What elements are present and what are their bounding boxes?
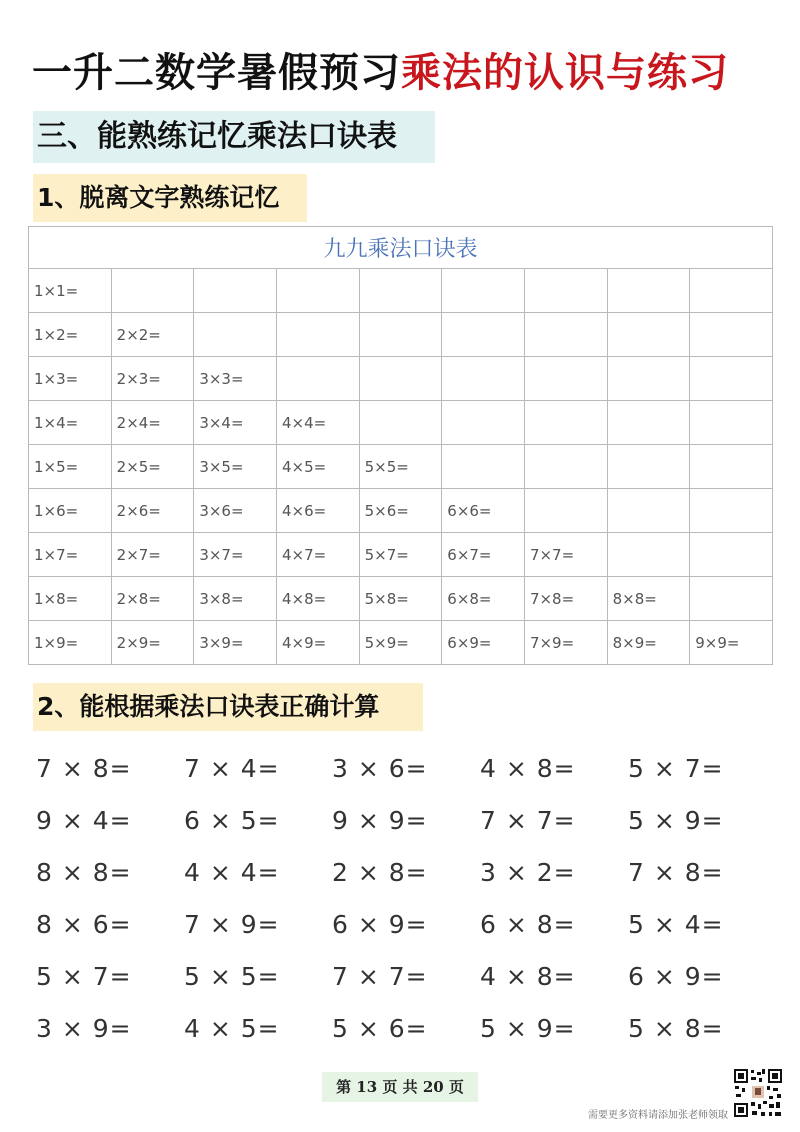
table-cell [690,577,773,621]
table-cell: 2×9= [111,621,194,665]
title-highlight: 乘法的认识与练习 [401,49,729,96]
exercise-item: 8 × 6= [36,909,132,939]
table-cell [359,269,442,313]
table-cell: 1×7= [29,533,112,577]
table-cell: 5×5= [359,445,442,489]
table-row [29,313,773,357]
exercise-item: 5 × 8= [628,1013,724,1043]
section-heading: 三、能熟练记忆乘法口诀表 [33,111,435,163]
table-cell [524,357,607,401]
table-cell: 2×7= [111,533,194,577]
table-cell: 5×7= [359,533,442,577]
table-cell [442,269,525,313]
exercise-item: 3 × 6= [332,753,428,783]
exercise-item: 6 × 5= [184,805,280,835]
table-cell [690,445,773,489]
table-cell [607,269,690,313]
table-cell [111,269,194,313]
exercise-grid [36,742,776,1054]
table-cell [524,401,607,445]
exercise-item: 5 × 9= [628,805,724,835]
exercise-item: 5 × 7= [628,753,724,783]
table-cell: 2×2= [111,313,194,357]
table-cell: 7×7= [524,533,607,577]
exercise-item: 5 × 6= [332,1013,428,1043]
table-cell [607,445,690,489]
table-cell [276,357,359,401]
table-row [29,357,773,401]
table-cell: 6×6= [442,489,525,533]
table-cell: 1×3= [29,357,112,401]
exercise-item: 5 × 5= [184,961,280,991]
exercise-item: 7 × 8= [628,857,724,887]
table-cell: 3×9= [194,621,277,665]
table-cell: 3×3= [194,357,277,401]
table-cell: 1×9= [29,621,112,665]
table-cell [524,313,607,357]
table-cell [690,489,773,533]
table-cell [690,401,773,445]
table-cell: 8×8= [607,577,690,621]
exercise-row [36,898,776,950]
table-cell [359,401,442,445]
table-cell [442,357,525,401]
page-number: 第 13 页 共 20 页 [322,1072,478,1102]
table-cell: 3×7= [194,533,277,577]
table-cell: 4×8= [276,577,359,621]
table-row [29,445,773,489]
table-cell [442,313,525,357]
exercise-item: 7 × 4= [184,753,280,783]
exercise-row [36,742,776,794]
table-cell: 7×8= [524,577,607,621]
table-cell: 7×9= [524,621,607,665]
table-cell [276,269,359,313]
table-cell: 2×4= [111,401,194,445]
exercise-item: 6 × 8= [480,909,576,939]
table-row [29,269,773,313]
table-cell [607,533,690,577]
exercise-row [36,1002,776,1054]
exercise-item: 7 × 8= [36,753,132,783]
table-cell: 5×6= [359,489,442,533]
table-cell: 1×6= [29,489,112,533]
exercise-item: 5 × 4= [628,909,724,939]
exercise-item: 4 × 5= [184,1013,280,1043]
table-cell [194,313,277,357]
table-cell: 1×5= [29,445,112,489]
exercise-item: 9 × 4= [36,805,132,835]
table-cell: 4×6= [276,489,359,533]
page-title [32,42,772,104]
exercise-item: 5 × 7= [36,961,132,991]
exercise-item: 5 × 9= [480,1013,576,1043]
exercise-item: 9 × 9= [332,805,428,835]
exercise-row [36,846,776,898]
exercise-item: 4 × 8= [480,961,576,991]
exercise-item: 3 × 2= [480,857,576,887]
table-row [29,577,773,621]
table-cell: 5×9= [359,621,442,665]
table-cell [690,533,773,577]
table-cell [359,357,442,401]
table-cell: 2×3= [111,357,194,401]
table-cell [690,269,773,313]
table-cell: 2×5= [111,445,194,489]
exercise-item: 3 × 9= [36,1013,132,1043]
table-cell [607,489,690,533]
table-cell: 6×8= [442,577,525,621]
table-cell [194,269,277,313]
exercise-item: 6 × 9= [628,961,724,991]
table-cell [442,445,525,489]
table-cell [524,445,607,489]
table-cell: 5×8= [359,577,442,621]
table-cell [607,357,690,401]
exercise-item: 7 × 9= [184,909,280,939]
table-cell [690,313,773,357]
qr-note: 需要更多资料请添加张老师领取 [588,1110,728,1121]
table-cell: 2×6= [111,489,194,533]
exercise-item: 2 × 8= [332,857,428,887]
table-cell: 4×4= [276,401,359,445]
exercise-item: 6 × 9= [332,909,428,939]
table-cell [276,313,359,357]
table-cell: 4×7= [276,533,359,577]
table-cell: 3×4= [194,401,277,445]
table-cell [607,401,690,445]
table-cell: 2×8= [111,577,194,621]
table-title: 九九乘法口诀表 [29,227,773,269]
table-cell [690,357,773,401]
table-cell [442,401,525,445]
table-row [29,401,773,445]
table-cell: 3×5= [194,445,277,489]
table-cell [524,269,607,313]
title-main: 一升二数学暑假预习 [32,49,401,96]
table-cell [607,313,690,357]
table-cell: 1×4= [29,401,112,445]
table-cell: 6×7= [442,533,525,577]
table-cell: 1×2= [29,313,112,357]
multiplication-table [28,226,773,665]
table-cell: 1×1= [29,269,112,313]
exercise-row [36,950,776,1002]
table-row [29,533,773,577]
sub-heading-calculate: 2、能根据乘法口诀表正确计算 [33,683,423,731]
table-cell [524,489,607,533]
exercise-item: 8 × 8= [36,857,132,887]
exercise-item: 7 × 7= [480,805,576,835]
sub-heading-memorize: 1、脱离文字熟练记忆 [33,174,307,222]
table-row [29,621,773,665]
exercise-row [36,794,776,846]
table-cell: 8×9= [607,621,690,665]
table-cell: 1×8= [29,577,112,621]
table-cell: 4×5= [276,445,359,489]
table-cell: 3×6= [194,489,277,533]
table-cell: 4×9= [276,621,359,665]
exercise-item: 4 × 8= [480,753,576,783]
table-cell [359,313,442,357]
table-row [29,489,773,533]
exercise-item: 4 × 4= [184,857,280,887]
exercise-item: 7 × 7= [332,961,428,991]
table-cell: 9×9= [690,621,773,665]
table-cell: 6×9= [442,621,525,665]
table-cell: 3×8= [194,577,277,621]
